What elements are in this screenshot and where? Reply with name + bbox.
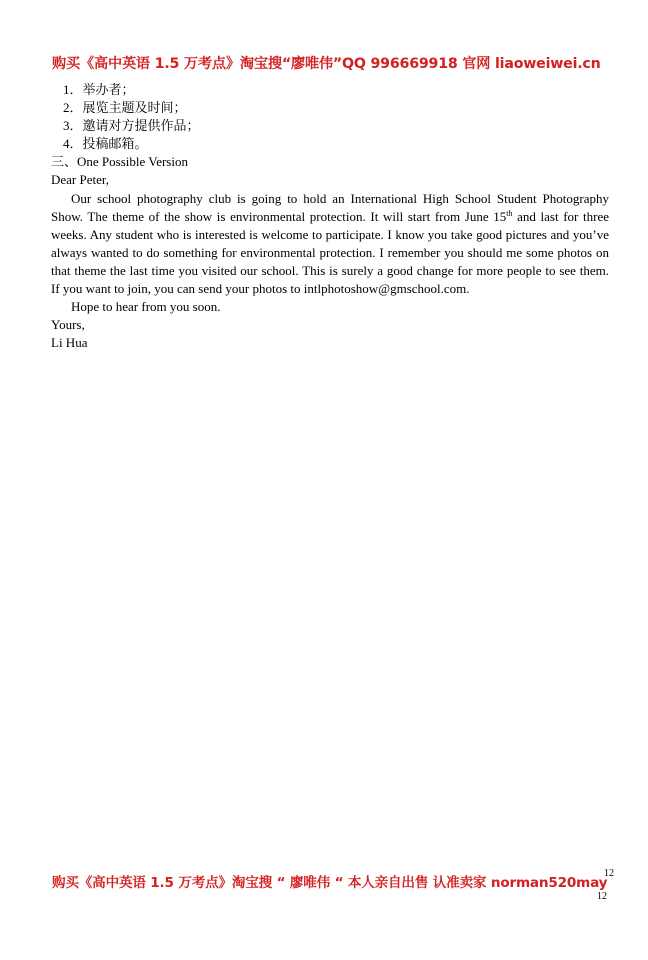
footer-page-number-overlay: 12 bbox=[604, 868, 614, 879]
list-item-theme-time: 2．展览主题及时间； bbox=[63, 100, 187, 116]
letter-closing-paragraph: Hope to hear from you soon. bbox=[71, 299, 221, 315]
list-item-organizer: 1．举办者； bbox=[63, 82, 135, 97]
letter-body-superscript: th bbox=[506, 208, 513, 218]
page-number: 12 bbox=[597, 891, 607, 902]
letter-body-part2: and last for three weeks. Any student who is interested is welcome to participate. I know you take good pictures and you’ve always wanted to do something for environmental protection. I remember you should me some photos on that theme the last time you visited our school. This is surely a good change for more people to see them. If you want to join, you can send your photos to intlphotoshow@gmschool.com. bbox=[51, 208, 610, 297]
header-banner: 购买《高中英语 1.5 万考点》淘宝搜“廖唯伟”QQ 996669918 官网 liaoweiwei.cn bbox=[52, 56, 601, 72]
letter-body-part1: Our school photography club is going to hold an International High School Student Photography Show. The theme of the show is environmental protection. It will start from June 15 bbox=[51, 190, 609, 224]
letter-body bbox=[51, 190, 609, 299]
document-content bbox=[51, 81, 609, 352]
footer-banner: 购买《高中英语 1.5 万考点》淘宝搜 “ 廖唯伟 “ 本人亲自出售 认准卖家 norman520may bbox=[52, 875, 608, 891]
letter-signature: Li Hua bbox=[51, 335, 88, 351]
list-item-invite: 3．邀请对方提供作品； bbox=[63, 118, 200, 134]
letter-signoff: Yours, bbox=[51, 317, 85, 333]
letter-greeting: Dear Peter, bbox=[51, 172, 109, 188]
section-heading: 三、One Possible Version bbox=[51, 154, 188, 170]
list-item-email: 4．投稿邮箱。 bbox=[63, 136, 148, 152]
